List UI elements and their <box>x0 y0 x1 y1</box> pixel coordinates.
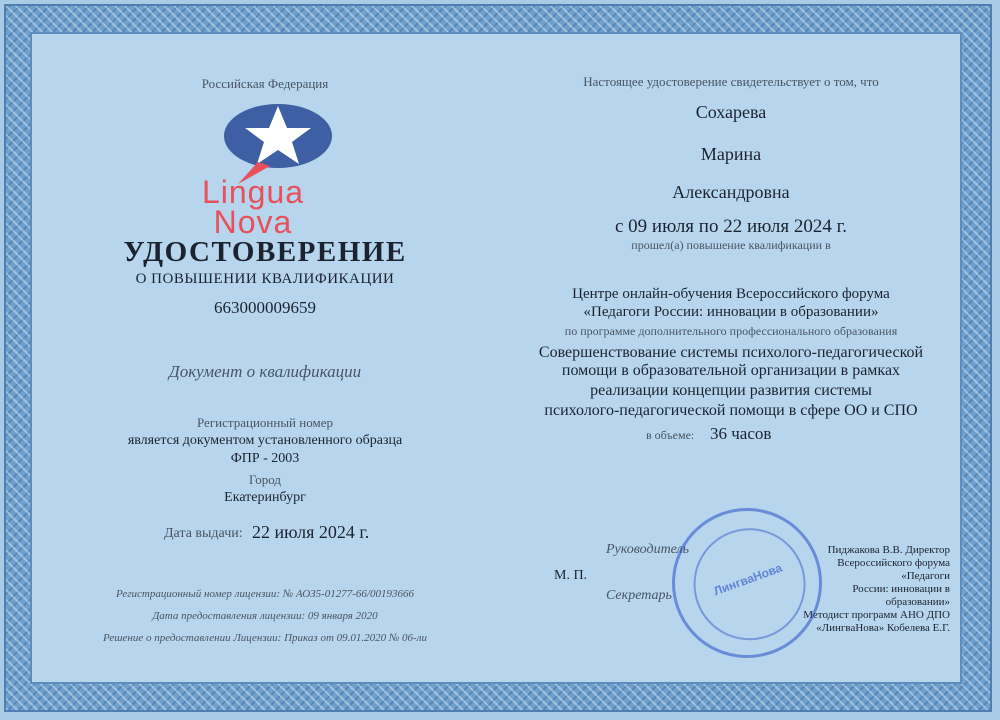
document-type: Документ о квалификации <box>168 362 362 381</box>
head-signature-line2: Всероссийского форума «Педагоги <box>837 557 950 582</box>
program-title-line4: психолого-педагогической помощи в сфере ОО и СПО <box>544 402 918 419</box>
license-decision: Решение о предоставлении Лицензии: Приказ от 09.01.2020 № 06-ли <box>103 632 427 644</box>
certificate-title: УДОСТОВЕРЕНИЕ <box>123 236 407 268</box>
stamp-text: ЛингваНова <box>711 560 784 599</box>
first-name: Марина <box>700 144 762 164</box>
center-name-line1: Центре онлайн-обучения Всероссийского форума <box>572 286 890 302</box>
study-period: с 09 июля по 22 июля 2024 г. <box>615 216 847 237</box>
reg-label: Регистрационный номер <box>197 415 333 430</box>
volume-value: 36 часов <box>710 424 772 443</box>
passed-text: прошел(а) повышение квалификации в <box>631 238 831 252</box>
issue-date-label: Дата выдачи: <box>164 526 243 541</box>
issue-date-value: 22 июля 2024 г. <box>252 522 370 542</box>
program-title-line2: помощи в образовательной организации в рамках <box>561 362 901 379</box>
secretary-label: Секретарь <box>606 588 672 603</box>
intro-text: Настоящее удостоверение свидетельствует о том, что <box>583 74 879 89</box>
program-title-line3: реализации концепции развития системы <box>590 382 872 399</box>
reg-text: является документом установленного образца <box>127 433 403 448</box>
secretary-signature-line2: «ЛингваНова» Кобелева Е.Г. <box>816 622 950 634</box>
surname: Сохарева <box>695 102 767 122</box>
country-label: Российская Федерация <box>201 76 329 91</box>
program-title-line1: Совершенствование системы психолого-педагогической <box>538 344 924 361</box>
city-label: Город <box>248 472 282 487</box>
secretary-signature-line1: Методист программ АНО ДПО <box>803 609 950 621</box>
certificate-subtitle: О ПОВЫШЕНИИ КВАЛИФИКАЦИИ <box>135 271 395 287</box>
logo-word-lingua: Lingua <box>201 174 305 210</box>
head-signature-line1: Пиджакова В.В. Директор <box>827 544 950 556</box>
head-label: Руководитель <box>606 542 690 557</box>
reg-code: ФПР - 2003 <box>230 451 300 466</box>
center-name-line2: «Педагоги России: инновации в образовании» <box>583 304 879 320</box>
head-signature-block <box>800 544 950 635</box>
left-page <box>30 32 500 684</box>
patronymic: Александровна <box>672 182 790 202</box>
license-date: Дата предоставления лицензии: 09 января 2020 <box>152 610 378 622</box>
head-signature-line3: России: инновации в образовании» <box>852 583 950 608</box>
city-value: Екатеринбург <box>224 490 306 505</box>
logo-word-nova: Nova <box>213 204 293 240</box>
certificate-number: 663000009659 <box>214 298 316 317</box>
license-number: Регистрационный номер лицензии: № АОЗ5-01277-66/00193666 <box>116 588 414 600</box>
mp-label: М. П. <box>554 568 588 583</box>
program-label: по программе дополнительного профессионального образования <box>564 324 898 338</box>
volume-label: в объеме: <box>646 428 695 442</box>
